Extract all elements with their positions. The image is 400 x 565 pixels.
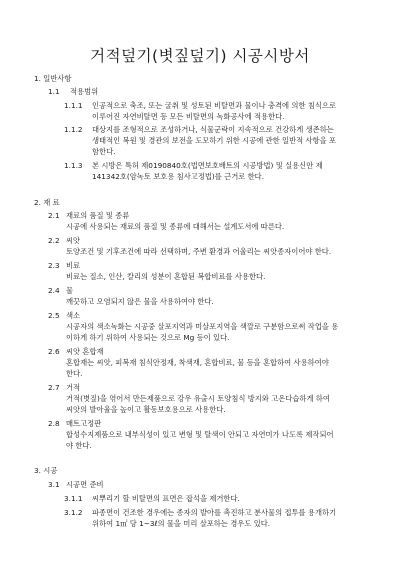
subsection-number: 3.1: [48, 480, 60, 489]
item-text: 시공에 사용되는 재료의 품질 및 종류에 대해서는 설계도서에 따른다.: [66, 222, 285, 231]
clause-text: 대상지를 조형적으로 조성하거나, 식물군락이 지속적으로 건강하게 생존하는: [92, 125, 334, 134]
subsection-number: 1.1: [48, 87, 60, 96]
clause-number: 1.1.2: [64, 125, 83, 134]
item-text: 합성수지제품으로 내부식성이 있고 변형 및 탈색이 안되고 자연미가 나도록 제작되어: [66, 430, 334, 439]
section-heading-materials: 2. 재 료: [34, 198, 60, 207]
clause-text: 생태적인 복원 및 경관의 보전을 도모하기 위한 시공에 관한 일반적 사항을 포: [92, 136, 337, 145]
subsection-title-scope: 적용범위: [70, 87, 99, 96]
item-number: 2.2: [48, 236, 60, 245]
item-title: 거적: [66, 383, 81, 392]
clause-text: 인공적으로 축조, 또는 굴취 및 성토된 비탈면과 물이나 충격에 의한 침식으로: [92, 101, 337, 110]
item-number: 2.1: [48, 211, 60, 220]
section-heading-construction: 3. 시공: [34, 466, 58, 475]
item-title: 씨앗 혼합재: [66, 347, 104, 356]
item-text: 혼합재는 씨앗, 피복재 침식안정재, 착색재, 혼합비료, 물 등을 혼합하여 사용하여야: [66, 358, 329, 367]
item-number: 2.8: [48, 419, 60, 428]
item-title: 물: [66, 286, 74, 295]
clause-text: 141342호(암녹토 보호용 침사고정법)를 근거로 한다.: [92, 172, 265, 181]
item-text: 토양조건 및 기후조건에 따라 선택하며, 주변 환경과 어울리는 씨앗종자이어야 한다.: [66, 247, 332, 256]
item-text: 한다.: [66, 369, 83, 378]
clause-text: 이루어진 자연비탈면 등 모든 비탈면의 녹화공사에 적용한다.: [92, 112, 285, 121]
subsection-title-surface-prep: 시공면 준비: [66, 480, 104, 489]
item-number: 2.4: [48, 286, 60, 295]
item-title: 재료의 품질 및 종류: [66, 211, 130, 220]
clause-number: 1.1.3: [64, 161, 83, 170]
clause-text: 함한다.: [92, 147, 116, 156]
item-text: 비료는 질소, 인산, 칼리의 성분이 혼합된 복합비료를 사용한다.: [66, 272, 266, 281]
item-title: 비료: [66, 261, 81, 270]
clause-text: 본 시방은 특허 제0190840호(법면보호배트의 시공방법) 및 실용신안 제: [92, 161, 323, 170]
item-number: 2.7: [48, 383, 60, 392]
document-title: 거적덮기(볏짚덮기) 시공시방서: [90, 47, 310, 65]
item-title: 매트고정판: [66, 419, 102, 428]
item-text: 시공자의 색소녹화는 시공중 살포지역과 미살포지역을 색깔로 구분함으로써 작업을 용: [66, 322, 339, 331]
item-text: 거적(볏짚)을 엮어서 만든제품으로 강우 유출시 토양침식 방지와 고온다습하게 하여: [66, 394, 330, 403]
item-title: 색소: [66, 311, 81, 320]
clause-number: 3.1.2: [64, 508, 83, 517]
clause-text: 씨뿌리기 할 비탈면의 표면은 잡석을 제거한다.: [92, 494, 240, 503]
item-number: 2.5: [48, 311, 60, 320]
clause-number: 3.1.1: [64, 494, 83, 503]
item-text: 야 한다.: [66, 441, 92, 450]
item-text: 씨앗의 발아율을 높이고 활동보호용으로 사용한다.: [66, 405, 226, 414]
item-title: 씨앗: [66, 236, 81, 245]
clause-text: 위하여 1㎡ 당 1~3ℓ의 물을 미리 살포하는 경우도 있다.: [92, 519, 271, 528]
item-number: 2.3: [48, 261, 60, 270]
item-text: 깨끗하고 오염되지 않은 물을 사용하여야 한다.: [66, 297, 214, 306]
section-heading-general: 1. 일반사항: [34, 74, 72, 83]
item-text: 이하게 하기 위하여 사용되는 것으로 Mg 등이 있다.: [66, 333, 230, 342]
clause-number: 1.1.1: [64, 101, 83, 110]
item-number: 2.6: [48, 347, 60, 356]
clause-text: 파종면이 건조한 경우에는 종자의 발아를 촉진하고 분사물의 접투를 용개하기: [92, 508, 337, 517]
